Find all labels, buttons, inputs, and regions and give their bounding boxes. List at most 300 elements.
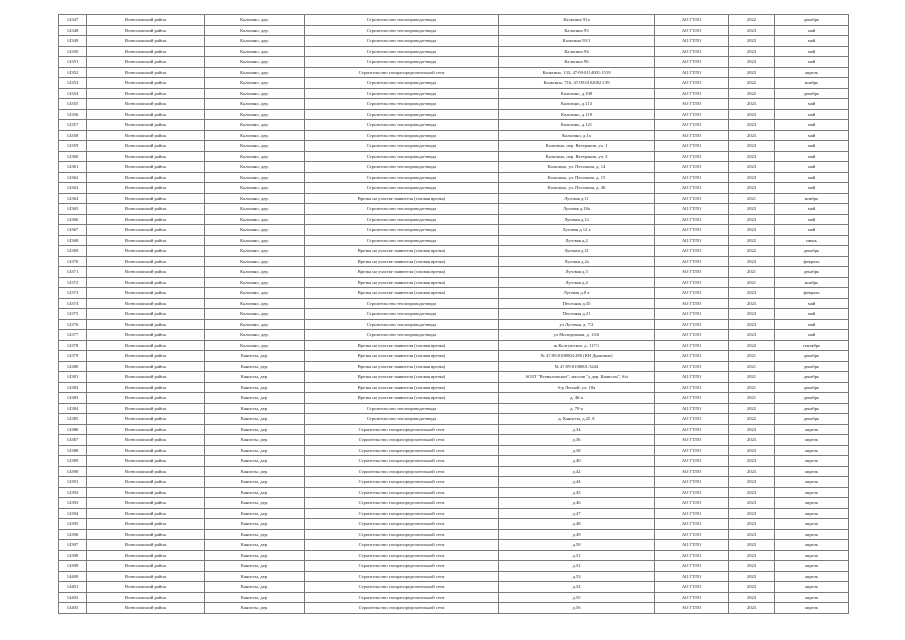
cell-work-type: Строительство теплопровода-ввода (305, 235, 499, 246)
cell-address: д. 70-а (499, 403, 655, 414)
cell-locality: Кальтино, дер. (205, 183, 305, 194)
cell-locality: Кальтино, дер. (205, 235, 305, 246)
cell-address: д.45 (499, 487, 655, 498)
cell-row-number: 14352 (59, 67, 87, 78)
cell-month: апрель (775, 477, 849, 488)
cell-district: Всеволожский район (87, 298, 205, 309)
cell-year: 2022 (729, 235, 775, 246)
cell-locality: Канисты, дер. (205, 550, 305, 561)
cell-work-type: Строительство теплопровода-ввода (305, 99, 499, 110)
cell-organization: АО ГТЛО (655, 193, 729, 204)
cell-address: Луговая д.12 а (499, 225, 655, 236)
cell-month: май (775, 204, 849, 215)
table-row (59, 15, 849, 26)
cell-district: Всеволожский район (87, 330, 205, 341)
cell-district: Всеволожский район (87, 445, 205, 456)
cell-month: апрель (775, 582, 849, 593)
cell-month: апрель (775, 435, 849, 446)
cell-year: 2023 (729, 214, 775, 225)
table-row (59, 445, 849, 456)
cell-district: Всеволожский район (87, 550, 205, 561)
cell-row-number: 14355 (59, 99, 87, 110)
cell-row-number: 14370 (59, 256, 87, 267)
cell-district: Всеволожский район (87, 256, 205, 267)
cell-year: 2022 (729, 88, 775, 99)
cell-row-number: 14356 (59, 109, 87, 120)
cell-organization: АО ГТЛО (655, 141, 729, 152)
cell-work-type: Врезка на участке заявителя (газовая врезка) (305, 372, 499, 383)
cell-row-number: 14359 (59, 141, 87, 152)
cell-organization: АО ГТЛО (655, 445, 729, 456)
cell-organization: АО ГТЛО (655, 15, 729, 26)
cell-row-number: 14364 (59, 193, 87, 204)
cell-year: 2021 (729, 351, 775, 362)
table-row (59, 109, 849, 120)
cell-address: б-р Лесной, уч. 18а (499, 382, 655, 393)
table-row (59, 403, 849, 414)
cell-locality: Кальтино, дер. (205, 130, 305, 141)
cell-organization: АО ГТЛО (655, 540, 729, 551)
cell-organization: АО ГТЛО (655, 36, 729, 47)
table-row (59, 519, 849, 530)
cell-district: Всеволожский район (87, 193, 205, 204)
cell-row-number: 14391 (59, 477, 87, 488)
cell-month: май (775, 120, 849, 131)
cell-address: ул Луговая, д. 7/2 (499, 319, 655, 330)
cell-address: АОЗТ "Всеволожское", массив "у дер. Канисты", б/н (499, 372, 655, 383)
cell-district: Всеволожский район (87, 57, 205, 68)
cell-work-type: Строительство газораспределительной сети (305, 508, 499, 519)
cell-work-type: Строительство теплопровода-ввода (305, 78, 499, 89)
table-row (59, 487, 849, 498)
cell-address: Луговая д.3 (499, 267, 655, 278)
cell-year: 2022 (729, 414, 775, 425)
cell-row-number: 14361 (59, 162, 87, 173)
cell-work-type: Строительство газораспределительной сети (305, 603, 499, 614)
cell-address: д.51 (499, 550, 655, 561)
cell-organization: АО ГТЛО (655, 330, 729, 341)
cell-row-number: 14349 (59, 36, 87, 47)
cell-row-number: 14348 (59, 25, 87, 36)
cell-locality: Кальтино, дер. (205, 162, 305, 173)
table-row (59, 267, 849, 278)
cell-month: апрель (775, 571, 849, 582)
table-row (59, 120, 849, 131)
cell-row-number: 14362 (59, 172, 87, 183)
cell-address: ш Колтушское, д. 117/1 (499, 340, 655, 351)
cell-organization: АО ГТЛО (655, 277, 729, 288)
cell-organization: АО ГТЛО (655, 372, 729, 383)
cell-address: д.42 (499, 466, 655, 477)
cell-locality: Канисты, дер. (205, 361, 305, 372)
cell-year: 2022 (729, 340, 775, 351)
cell-organization: АО ГТЛО (655, 67, 729, 78)
table-row (59, 99, 849, 110)
cell-organization: АО ГТЛО (655, 424, 729, 435)
cell-district: Всеволожский район (87, 540, 205, 551)
cell-locality: Канисты, дер. (205, 445, 305, 456)
cell-row-number: 14366 (59, 214, 87, 225)
table-row (59, 477, 849, 488)
cell-work-type: Строительство газораспределительной сети (305, 67, 499, 78)
cell-month: декабрь (775, 372, 849, 383)
cell-address: д.47 (499, 508, 655, 519)
cell-work-type: Строительство теплопровода-ввода (305, 109, 499, 120)
cell-row-number: 14388 (59, 445, 87, 456)
cell-year: 2022 (729, 15, 775, 26)
cell-year: 2023 (729, 603, 775, 614)
cell-organization: АО ГТЛО (655, 172, 729, 183)
cell-row-number: 14389 (59, 456, 87, 467)
cell-row-number: 14394 (59, 508, 87, 519)
cell-year: 2023 (729, 120, 775, 131)
cell-month: декабрь (775, 393, 849, 404)
cell-year: 2023 (729, 424, 775, 435)
cell-year: 2023 (729, 25, 775, 36)
cell-year: 2021 (729, 372, 775, 383)
cell-district: Всеволожский район (87, 372, 205, 383)
cell-work-type: Строительство газораспределительной сети (305, 445, 499, 456)
cell-organization: АО ГТЛО (655, 162, 729, 173)
cell-month: май (775, 141, 849, 152)
cell-work-type: Строительство теплопровода-ввода (305, 15, 499, 26)
cell-year: 2022 (729, 78, 775, 89)
cell-organization: АО ГТЛО (655, 561, 729, 572)
cell-month: апрель (775, 529, 849, 540)
cell-district: Всеволожский район (87, 183, 205, 194)
cell-year: 2023 (729, 36, 775, 47)
cell-district: Всеволожский район (87, 319, 205, 330)
cell-month: апрель (775, 592, 849, 603)
cell-locality: Канисты, дер. (205, 477, 305, 488)
cell-year: 2023 (729, 99, 775, 110)
cell-work-type: Строительство газораспределительной сети (305, 498, 499, 509)
cell-row-number: 14398 (59, 550, 87, 561)
table-row (59, 351, 849, 362)
cell-work-type: Строительство теплопровода-ввода (305, 183, 499, 194)
cell-organization: АО ГТЛО (655, 435, 729, 446)
cell-district: Всеволожский район (87, 498, 205, 509)
cell-organization: АО ГТЛО (655, 256, 729, 267)
cell-address: Песочная д.35 (499, 298, 655, 309)
cell-organization: АО ГТЛО (655, 235, 729, 246)
cell-address: д.49 (499, 529, 655, 540)
cell-organization: АО ГТЛО (655, 603, 729, 614)
cell-work-type: Строительство газораспределительной сети (305, 466, 499, 477)
cell-locality: Канисты, дер. (205, 519, 305, 530)
cell-district: Всеволожский район (87, 288, 205, 299)
table-row (59, 193, 849, 204)
table-row (59, 414, 849, 425)
cell-address: Луговая д.2 (499, 235, 655, 246)
cell-locality: Кальтино, дер. (205, 57, 305, 68)
cell-work-type: Строительство газораспределительной сети (305, 487, 499, 498)
cell-row-number: 14402 (59, 592, 87, 603)
cell-work-type: Строительство газораспределительной сети (305, 540, 499, 551)
cell-row-number: 14371 (59, 267, 87, 278)
cell-work-type: Врезка на участке заявителя (газовая врезка) (305, 193, 499, 204)
cell-address: Кальтино, д.113 (499, 99, 655, 110)
cell-work-type: Строительство теплопровода-ввода (305, 57, 499, 68)
cell-work-type: Врезка на участке заявителя (газовая врезка) (305, 288, 499, 299)
cell-address: д.48 (499, 519, 655, 530)
cell-district: Всеволожский район (87, 351, 205, 362)
cell-address: Луговая д.21 (499, 246, 655, 257)
cell-year: 2023 (729, 204, 775, 215)
cell-month: май (775, 25, 849, 36)
cell-district: Всеволожский район (87, 603, 205, 614)
cell-district: Всеволожский район (87, 309, 205, 320)
table-row (59, 466, 849, 477)
cell-organization: АО ГТЛО (655, 571, 729, 582)
cell-work-type: Врезка на участке заявителя (газовая врезка) (305, 351, 499, 362)
cell-work-type: Врезка на участке заявителя (газовая врезка) (305, 267, 499, 278)
cell-district: Всеволожский район (87, 235, 205, 246)
cell-district: Всеволожский район (87, 592, 205, 603)
table-row (59, 141, 849, 152)
cell-locality: Канисты, дер. (205, 393, 305, 404)
cell-address: Луговая д.12 (499, 214, 655, 225)
cell-work-type: Строительство теплопровода-ввода (305, 151, 499, 162)
cell-locality: Кальтино, дер. (205, 120, 305, 131)
cell-row-number: 14392 (59, 487, 87, 498)
table-row (59, 435, 849, 446)
cell-row-number: 14382 (59, 382, 87, 393)
cell-work-type: Врезка на участке заявителя (газовая врезка) (305, 361, 499, 372)
cell-locality: Кальтино, дер. (205, 15, 305, 26)
cell-organization: АО ГТЛО (655, 309, 729, 320)
cell-address: № 47:09:0108001:3244 (499, 361, 655, 372)
cell-address: Кальтино, д.1а (499, 130, 655, 141)
cell-year: 2023 (729, 288, 775, 299)
cell-locality: Канисты, дер. (205, 498, 305, 509)
cell-year: 2023 (729, 540, 775, 551)
cell-year: 2023 (729, 130, 775, 141)
cell-month: декабрь (775, 246, 849, 257)
cell-organization: АО ГТЛО (655, 550, 729, 561)
cell-address: № 47:09:0108004:280 (КН Дымовые) (499, 351, 655, 362)
cell-month: апрель (775, 445, 849, 456)
cell-locality: Кальтино, дер. (205, 204, 305, 215)
cell-work-type: Строительство газораспределительной сети (305, 592, 499, 603)
cell-address: Луговая д.11 (499, 193, 655, 204)
table-row (59, 540, 849, 551)
table-row (59, 561, 849, 572)
cell-organization: АО ГТЛО (655, 267, 729, 278)
cell-row-number: 14381 (59, 372, 87, 383)
cell-row-number: 14379 (59, 351, 87, 362)
cell-address: д.55 (499, 592, 655, 603)
cell-work-type: Строительство теплопровода-ввода (305, 414, 499, 425)
cell-month: декабрь (775, 267, 849, 278)
cell-row-number: 14403 (59, 603, 87, 614)
cell-work-type: Врезка на участке заявителя (газовая врезка) (305, 246, 499, 257)
cell-address: Кальтино, пер. Ветеранов, уч. 3 (499, 151, 655, 162)
cell-address: д.53 (499, 571, 655, 582)
cell-organization: АО ГТЛО (655, 46, 729, 57)
cell-row-number: 14372 (59, 277, 87, 288)
cell-organization: АО ГТЛО (655, 183, 729, 194)
table-row (59, 382, 849, 393)
cell-work-type: Строительство газораспределительной сети (305, 550, 499, 561)
table-row (59, 25, 849, 36)
cell-locality: Канисты, дер. (205, 414, 305, 425)
cell-locality: Канисты, дер. (205, 466, 305, 477)
cell-row-number: 14397 (59, 540, 87, 551)
cell-year: 2023 (729, 487, 775, 498)
cell-row-number: 14351 (59, 57, 87, 68)
cell-organization: АО ГТЛО (655, 582, 729, 593)
table-row (59, 88, 849, 99)
cell-locality: Канисты, дер. (205, 487, 305, 498)
cell-address: д.38 (499, 445, 655, 456)
cell-work-type: Строительство теплопровода-ввода (305, 204, 499, 215)
cell-locality: Канисты, дер. (205, 435, 305, 446)
cell-year: 2023 (729, 592, 775, 603)
cell-district: Всеволожский район (87, 382, 205, 393)
cell-district: Всеволожский район (87, 477, 205, 488)
cell-locality: Кальтино, дер. (205, 225, 305, 236)
cell-district: Всеволожский район (87, 340, 205, 351)
cell-row-number: 14357 (59, 120, 87, 131)
cell-address: Кальтино, ул. Песочная, д. 14 (499, 162, 655, 173)
cell-address: Кальтино, пер. Ветеранов, уч. 1 (499, 141, 655, 152)
table-row (59, 309, 849, 320)
cell-address: Кальтино 93/1 (499, 36, 655, 47)
cell-locality: Кальтино, дер. (205, 193, 305, 204)
cell-organization: АО ГТЛО (655, 99, 729, 110)
cell-year: 2023 (729, 109, 775, 120)
cell-address: д.34 (499, 424, 655, 435)
cell-month: декабрь (775, 414, 849, 425)
cell-district: Всеволожский район (87, 466, 205, 477)
cell-row-number: 14353 (59, 78, 87, 89)
table-row (59, 340, 849, 351)
table-row (59, 277, 849, 288)
cell-month: апрель (775, 466, 849, 477)
cell-month: май (775, 319, 849, 330)
cell-locality: Кальтино, дер. (205, 330, 305, 341)
cell-locality: Кальтино, дер. (205, 214, 305, 225)
cell-organization: АО ГТЛО (655, 519, 729, 530)
cell-district: Всеволожский район (87, 172, 205, 183)
cell-month: май (775, 151, 849, 162)
cell-year: 2021 (729, 277, 775, 288)
cell-year: 2023 (729, 519, 775, 530)
cell-locality: Канисты, дер. (205, 403, 305, 414)
cell-work-type: Строительство теплопровода-ввода (305, 120, 499, 131)
cell-district: Всеволожский район (87, 487, 205, 498)
cell-organization: АО ГТЛО (655, 214, 729, 225)
cell-organization: АО ГТЛО (655, 130, 729, 141)
cell-locality: Канисты, дер. (205, 456, 305, 467)
cell-year: 2023 (729, 582, 775, 593)
cell-year: 2023 (729, 319, 775, 330)
cell-work-type: Строительство теплопровода-ввода (305, 214, 499, 225)
table-row (59, 550, 849, 561)
cell-work-type: Строительство теплопровода-ввода (305, 36, 499, 47)
cell-year: 2023 (729, 46, 775, 57)
cell-organization: АО ГТЛО (655, 414, 729, 425)
table-row (59, 183, 849, 194)
cell-locality: Кальтино, дер. (205, 172, 305, 183)
cell-year: 2023 (729, 172, 775, 183)
cell-month: май (775, 109, 849, 120)
cell-work-type: Врезка на участке заявителя (газовая врезка) (305, 277, 499, 288)
cell-year: 2023 (729, 498, 775, 509)
cell-work-type: Строительство теплопровода-ввода (305, 309, 499, 320)
cell-month: апрель (775, 561, 849, 572)
cell-row-number: 14376 (59, 319, 87, 330)
cell-district: Всеволожский район (87, 46, 205, 57)
cell-locality: Кальтино, дер. (205, 309, 305, 320)
cell-month: май (775, 172, 849, 183)
cell-district: Всеволожский район (87, 78, 205, 89)
cell-district: Всеволожский район (87, 109, 205, 120)
cell-district: Всеволожский район (87, 403, 205, 414)
cell-row-number: 14386 (59, 424, 87, 435)
cell-organization: АО ГТЛО (655, 288, 729, 299)
cell-locality: Канисты, дер. (205, 382, 305, 393)
cell-work-type: Врезка на участке заявителя (газовая врезка) (305, 340, 499, 351)
cell-month: май (775, 130, 849, 141)
table-row (59, 571, 849, 582)
cell-row-number: 14374 (59, 298, 87, 309)
cell-work-type: Строительство газораспределительной сети (305, 477, 499, 488)
cell-locality: Канисты, дер. (205, 592, 305, 603)
cell-organization: АО ГТЛО (655, 225, 729, 236)
cell-organization: АО ГТЛО (655, 204, 729, 215)
cell-locality: Канисты, дер. (205, 351, 305, 362)
cell-month: сентябрь (775, 340, 849, 351)
cell-organization: АО ГТЛО (655, 120, 729, 131)
cell-row-number: 14347 (59, 15, 87, 26)
cell-row-number: 14377 (59, 330, 87, 341)
cell-address: д.46 (499, 498, 655, 509)
cell-month: апрель (775, 67, 849, 78)
cell-month: май (775, 36, 849, 47)
cell-month: апрель (775, 424, 849, 435)
table-row (59, 603, 849, 614)
cell-year: 2023 (729, 466, 775, 477)
cell-work-type: Строительство теплопровода-ввода (305, 225, 499, 236)
cell-month: апрель (775, 519, 849, 530)
cell-month: май (775, 57, 849, 68)
cell-work-type: Строительство теплопровода-ввода (305, 25, 499, 36)
cell-year: 2023 (729, 529, 775, 540)
cell-address: Кальтино, д.108 (499, 88, 655, 99)
cell-district: Всеволожский район (87, 141, 205, 152)
cell-month: апрель (775, 603, 849, 614)
cell-month: май (775, 298, 849, 309)
cell-month: апрель (775, 498, 849, 509)
cell-locality: Кальтино, дер. (205, 298, 305, 309)
table-row (59, 151, 849, 162)
cell-year: 2023 (729, 309, 775, 320)
cell-row-number: 14369 (59, 246, 87, 257)
cell-locality: Кальтино, дер. (205, 78, 305, 89)
cell-address: Кальтино, 716, 47:09:0102002:139 (499, 78, 655, 89)
table-row (59, 508, 849, 519)
cell-locality: Кальтино, дер. (205, 99, 305, 110)
cell-address: Песочная д.21 (499, 309, 655, 320)
cell-year: 2023 (729, 151, 775, 162)
cell-year: 2021 (729, 382, 775, 393)
table-row (59, 78, 849, 89)
cell-locality: Кальтино, дер. (205, 277, 305, 288)
cell-year: 2021 (729, 361, 775, 372)
table-row (59, 592, 849, 603)
